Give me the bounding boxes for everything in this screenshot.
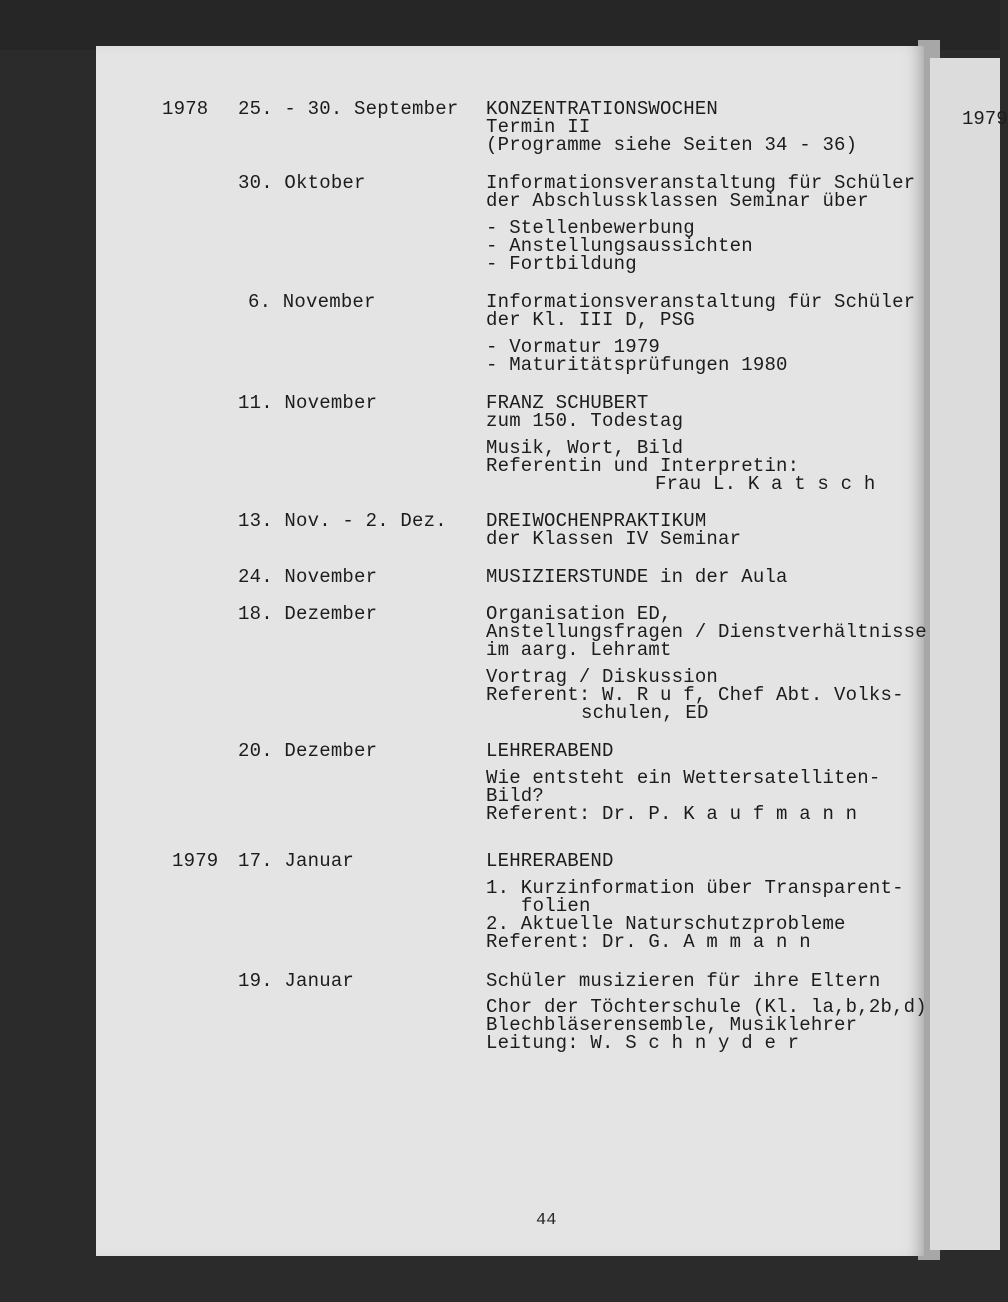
year-label: 1979 <box>172 850 219 872</box>
bullet-item: - Vormatur 1979 <box>486 336 661 358</box>
entry-date: 20. Dezember <box>238 740 378 762</box>
entry-line: Organisation ED, <box>486 603 672 625</box>
entry-line: Referent: W. R u f, Chef Abt. Volks- <box>486 684 904 706</box>
next-page-year: 1979 <box>962 108 1008 130</box>
entry-date: 18. Dezember <box>238 603 378 625</box>
entry-date: 11. November <box>238 392 378 414</box>
entry-line: Anstellungsfragen / Dienstverhältnisse <box>486 621 927 643</box>
entry-date: 30. Oktober <box>238 172 366 194</box>
entry-date: 25. - 30. September <box>238 98 459 120</box>
entry-line: Leitung: W. S c h n y d e r <box>486 1032 800 1054</box>
background <box>0 0 1000 50</box>
entry-line: Musik, Wort, Bild <box>486 437 684 459</box>
entry-line: schulen, ED <box>581 702 709 724</box>
bullet-item: - Stellenbewerbung <box>486 217 695 239</box>
entry-title: LEHRERABEND <box>486 740 614 762</box>
speaker-name: Frau L. K a t s c h <box>655 473 876 495</box>
entry-title: LEHRERABEND <box>486 850 614 872</box>
document-page <box>96 46 927 1256</box>
entry-date: 6. November <box>248 291 376 313</box>
entry-line: Referentin und Interpretin: <box>486 455 800 477</box>
entry-line: 1. Kurzinformation über Transparent- <box>486 877 904 899</box>
entry-title: Schüler musizieren für ihre Eltern <box>486 970 881 992</box>
page-number: 44 <box>536 1211 557 1230</box>
entry-line: Referent: Dr. G. A m m a n n <box>486 931 811 953</box>
entry-line: der Kl. III D, PSG <box>486 309 695 331</box>
entry-line: Chor der Töchterschule (Kl. la,b,2b,d) <box>486 996 927 1018</box>
entry-line: 2. Aktuelle Naturschutzprobleme <box>486 913 846 935</box>
bullet-item: - Fortbildung <box>486 253 637 275</box>
entry-date: 19. Januar <box>238 970 355 992</box>
entry-line: der Abschlussklassen Seminar über <box>486 190 869 212</box>
entry-line: Vortrag / Diskussion <box>486 666 719 688</box>
entry-line: im aarg. Lehramt <box>486 639 672 661</box>
entry-line: Wie entsteht ein Wettersatelliten- <box>486 767 881 789</box>
next-page-edge <box>930 58 1008 1250</box>
entry-date: 17. Januar <box>238 850 355 872</box>
entry-line: Bild? <box>486 785 545 807</box>
entry-line: (Programme siehe Seiten 34 - 36) <box>486 134 858 156</box>
entry-line: folien <box>521 895 591 917</box>
entry-line: Termin II <box>486 116 591 138</box>
entry-line: Blechbläserensemble, Musiklehrer <box>486 1014 858 1036</box>
entry-line: zum 150. Todestag <box>486 410 684 432</box>
bullet-item: - Anstellungsaussichten <box>486 235 753 257</box>
entry-title: MUSIZIERSTUNDE in der Aula <box>486 566 788 588</box>
entry-title: DREIWOCHENPRAKTIKUM <box>486 510 707 532</box>
entry-line: der Klassen IV Seminar <box>486 528 742 550</box>
entry-line: Informationsveranstaltung für Schüler <box>486 291 916 313</box>
entry-date: 24. November <box>238 566 378 588</box>
year-label: 1978 <box>162 98 209 120</box>
entry-date: 13. Nov. - 2. Dez. <box>238 510 447 532</box>
entry-line: Referent: Dr. P. K a u f m a n n <box>486 803 858 825</box>
entry-title: KONZENTRATIONSWOCHEN <box>486 98 719 120</box>
bullet-item: - Maturitätsprüfungen 1980 <box>486 354 788 376</box>
entry-line: Informationsveranstaltung für Schüler <box>486 172 916 194</box>
entry-title: FRANZ SCHUBERT <box>486 392 649 414</box>
